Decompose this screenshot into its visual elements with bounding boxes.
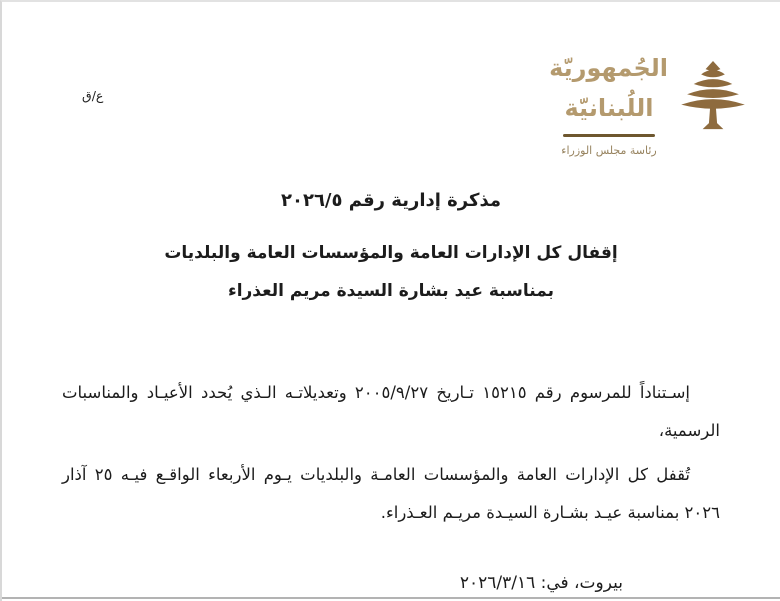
- subject-line-2: بمناسبة عيد بشارة السيدة مريم العذراء: [228, 281, 554, 301]
- memo-body: [62, 374, 720, 532]
- emblem-calligraphy-line1: الجُمهوريّة: [549, 54, 668, 82]
- cedar-tree-icon: [676, 58, 750, 138]
- reference-mark: ع/ق: [82, 88, 104, 103]
- emblem-subtitle: رئاسة مجلس الوزراء: [561, 144, 657, 157]
- memo-title: مذكرة إدارية رقم ٢٠٢٦/٥: [280, 190, 502, 211]
- government-emblem: [550, 48, 750, 157]
- page-bottom-edge: [2, 597, 780, 599]
- emblem-divider: [563, 134, 655, 137]
- emblem-text-block: [550, 48, 668, 157]
- subject-line-1: إقفال كل الإدارات العامة والمؤسسات العامة والبلديات: [164, 243, 618, 263]
- body-paragraph-1: إسـتناداً للمرسوم رقم ١٥٢١٥ تـاريخ ٢٠٠٥/٩/٢٧ وتعديلاتـه الـذي يُحدد الأعيـاد والمناسبات الرسمية،: [62, 383, 720, 440]
- date-line: بيروت، في: ٢٠٢٦/٣/١٦: [459, 573, 623, 593]
- emblem-calligraphy-line2: اللُبنانيّة: [564, 94, 654, 122]
- body-paragraph-2: تُقفل كل الإدارات العامة والمؤسسات العامـة والبلديات يـوم الأربعاء الواقـع فيـه ٢٥ آذار ٢٠٢٦ بمناسبة عيـد بشـارة السيـدة مريـم العـذراء.: [62, 465, 720, 522]
